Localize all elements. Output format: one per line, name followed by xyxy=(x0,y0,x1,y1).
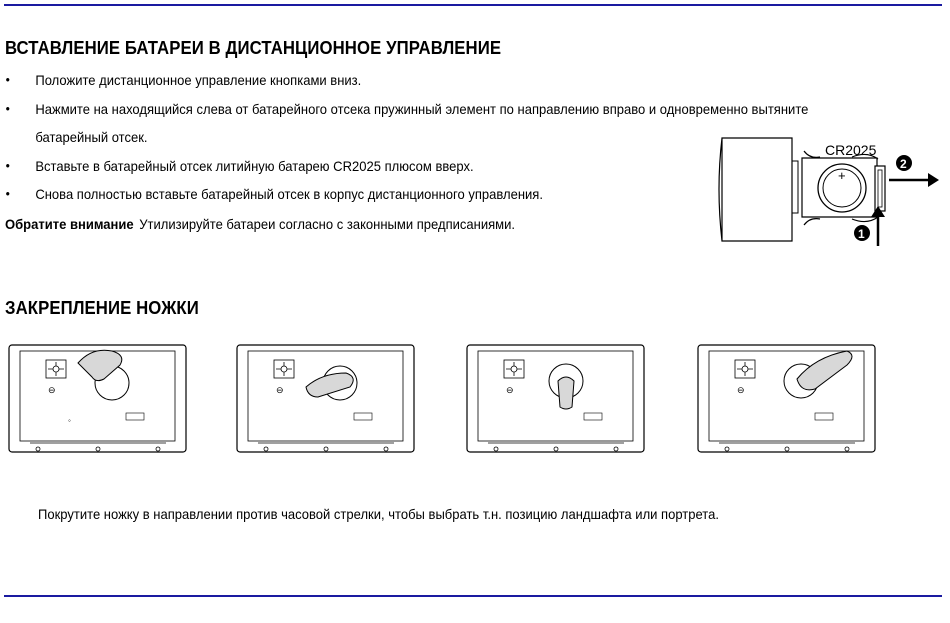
stand-leg xyxy=(558,377,574,409)
list-item: • Снова полностью вставьте батарейный отсек в корпус дистанционного управления. xyxy=(0,180,874,209)
battery-compartment-illustration xyxy=(712,133,942,251)
stand-caption: Покрутите ножку в направлении против часовой стрелки, чтобы выбрать т.н. позицию ландшафта или портрета. xyxy=(38,506,719,522)
svg-text:1: 1 xyxy=(858,227,865,241)
note-label: Обратите внимание xyxy=(5,216,134,232)
note xyxy=(5,210,515,238)
list-item: • Положите дистанционное управление кнопками вниз. xyxy=(0,66,874,95)
svg-text:⊖: ⊖ xyxy=(276,385,284,395)
section-heading-battery: ВСТАВЛЕНИЕ БАТАРЕИ В ДИСТАНЦИОННОЕ УПРАВЛЕНИЕ xyxy=(5,38,502,58)
section-heading-stand: ЗАКРЕПЛЕНИЕ НОЖКИ xyxy=(5,298,199,318)
svg-text:⊖: ⊖ xyxy=(737,385,745,395)
top-divider xyxy=(4,4,942,6)
frame-stand-step-1 xyxy=(8,343,188,456)
list-item: • Вставьте в батарейный отсек литийную батарею CR2025 плюсом вверх. xyxy=(0,152,874,181)
bullet-icon: • xyxy=(5,186,10,201)
remote-body xyxy=(719,138,792,241)
svg-text:2: 2 xyxy=(900,157,907,171)
svg-text:⊖: ⊖ xyxy=(48,385,56,395)
battery-model-label: CR2025 xyxy=(825,142,877,158)
svg-text:⊖: ⊖ xyxy=(506,385,514,395)
bottom-divider xyxy=(4,595,942,597)
frame-stand-step-4 xyxy=(697,343,877,456)
list-item: • Нажмите на находящийся слева от батарейного отсека пружинный элемент по направлению вправо и одновременно вытяните xyxy=(0,95,874,124)
bullet-icon: • xyxy=(5,100,10,116)
list-item-continuation: батарейный отсек. xyxy=(35,129,148,145)
bullet-icon: • xyxy=(5,72,10,87)
note-text: Утилизируйте батареи согласно с законными предписаниями. xyxy=(139,216,516,232)
frame-stand-step-2 xyxy=(236,343,416,456)
battery-plus-sign: + xyxy=(838,168,846,183)
svg-text:◦: ◦ xyxy=(68,416,71,425)
bullet-icon: • xyxy=(5,157,10,173)
frame-stand-step-3 xyxy=(466,343,646,456)
